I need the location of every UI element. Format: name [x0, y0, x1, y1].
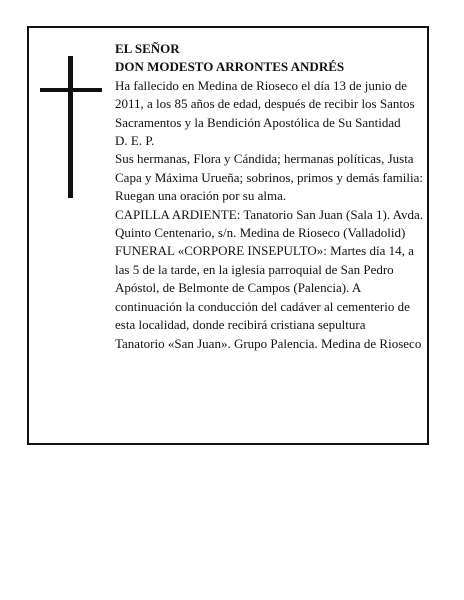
obituary-notice — [27, 26, 429, 445]
family-list: Sus hermanas, Flora y Cándida; hermanas políticas, Justa Capa y Máxima Urueña; sobrinos, primos y demás familia: — [115, 151, 423, 185]
funeral-info: FUNERAL «CORPORE INSEPULTO»: Martes día 14, a las 5 de la tarde, en la iglesia parroquial de San Pedro Apóstol, de Belmonte de Campos (Palencia). A continuación la conducción del cadáver al cementerio de esta localidad, donde recibirá cristiana sepultura — [115, 243, 414, 333]
cross-horizontal-bar — [40, 88, 102, 92]
deceased-title: EL SEÑOR — [115, 41, 180, 56]
obituary-text — [115, 40, 427, 353]
prayer-request: Ruegan una oración por su alma. — [115, 188, 287, 204]
rip-abbreviation: D. E. P. — [115, 133, 155, 149]
cross-icon — [40, 56, 102, 198]
chapel-info: CAPILLA ARDIENTE: Tanatorio San Juan (Sala 1). Avda. Quinto Centenario, s/n. Medina de Rioseco (Valladolid) — [115, 206, 424, 241]
deceased-name: DON MODESTO ARRONTES ANDRÉS — [115, 59, 345, 75]
funeral-home: Tanatorio «San Juan». Grupo Palencia. Medina de Rioseco — [115, 335, 422, 351]
death-announcement: Ha fallecido en Medina de Rioseco el día 13 de junio de 2011, a los 85 años de edad, después de recibir los Santos Sacramentos y la Bendición Apostólica de Su Santidad — [115, 77, 415, 130]
cross-vertical-bar — [68, 56, 73, 198]
